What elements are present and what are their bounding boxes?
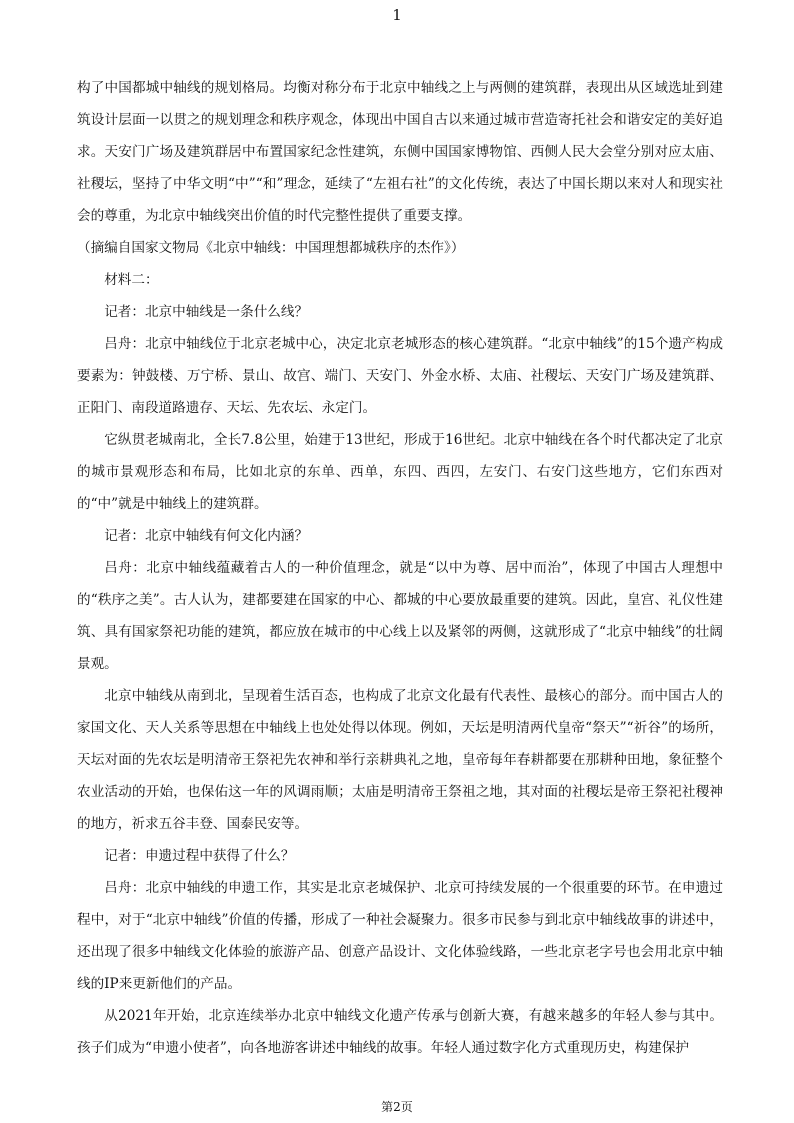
- interview-question: 记者：北京中轴线是一条什么线？: [104, 304, 309, 320]
- interview-answer: 吕舟：北京中轴线的申遗工作，其实是北京老城保护、北京可持续发展的一个很重要的环节。在申遗过程中，对于“北京中轴线”价值的传播，形成了一种社会凝聚力。很多市民参与到北京中轴线故事的讲述中，还出现了很多中轴线文化体验的旅游产品、创意产品设计、文化体验线路，一些北京老字号也会用北京中轴线的IP来更新他们的产品。: [77, 880, 723, 992]
- page-footer: 第2页: [381, 1100, 413, 1114]
- paragraph: 从2021年开始，北京连续举办北京中轴线文化遗产传承与创新大赛，有越来越多的年轻人参与其中。孩子们成为“申遗小使者”，向各地游客讲述中轴线的故事。年轻人通过数字化方式重现历史，构建保护: [77, 1008, 723, 1056]
- interview-question: 记者：北京中轴线有何文化内涵？: [104, 528, 309, 544]
- paragraph-continued: 构了中国都城中轴线的规划格局。均衡对称分布于北京中轴线之上与两侧的建筑群，表现出从区域选址到建筑设计层面一以贯之的规划理念和秩序观念，体现出中国自古以来通过城市营造寄托社会和谐安定的美好追求。天安门广场及建筑群居中布置国家纪念性建筑，东侧中国国家博物馆、西侧人民大会堂分别对应太庙、社稷坛，坚持了中华文明“中”“和”理念，延续了“左祖右社”的文化传统，表达了中国长期以来对人和现实社会的尊重，为北京中轴线突出价值的时代完整性提供了重要支撑。: [77, 80, 723, 224]
- interview-answer: 吕舟：北京中轴线蕴藏着古人的一种价值理念，就是“以中为尊、居中而治”，体现了中国古人理想中的“秩序之美”。古人认为，建都要建在国家的中心、都城的中心要放最重要的建筑。因此，皇宫、礼仪性建筑、具有国家祭祀功能的建筑，都应放在城市的中心线上以及紧邻的两侧，这就形成了“北京中轴线”的壮阔景观。: [77, 560, 723, 672]
- paragraph: 它纵贯老城南北，全长7.8公里，始建于13世纪，形成于16世纪。北京中轴线在各个时代都决定了北京的城市景观形态和布局，比如北京的东单、西单，东四、西四，左安门、右安门这些地方，它们东西对的“中”就是中轴线上的建筑群。: [77, 432, 723, 512]
- source-citation: （摘编自国家文物局《北京中轴线：中国理想都城秩序的杰作》）: [77, 240, 465, 256]
- interview-answer: 吕舟：北京中轴线位于北京老城中心，决定北京老城形态的核心建筑群。“北京中轴线”的15个遗产构成要素为：钟鼓楼、万宁桥、景山、故宫、端门、天安门、外金水桥、太庙、社稷坛、天安门广场及建筑群、正阳门、南段道路遗存、天坛、先农坛、永定门。: [77, 336, 723, 416]
- section-heading: 材料二：: [104, 272, 159, 288]
- interview-question: 记者：申遗过程中获得了什么？: [104, 848, 295, 864]
- document-body: [77, 72, 723, 1064]
- page-number-top: 1: [392, 6, 402, 24]
- paragraph: 北京中轴线从南到北，呈现着生活百态，也构成了北京文化最有代表性、最核心的部分。而中国古人的家国文化、天人关系等思想在中轴线上也处处得以体现。例如，天坛是明清两代皇帝“祭天”“祈谷”的场所，天坛对面的先农坛是明清帝王祭祀先农神和举行亲耕典礼之地，皇帝每年春耕都要在那耕种田地，象征整个农业活动的开始，也保佑这一年的风调雨顺；太庙是明清帝王祭祖之地，其对面的社稷坛是帝王祭祀社稷神的地方，祈求五谷丰登、国泰民安等。: [77, 688, 723, 832]
